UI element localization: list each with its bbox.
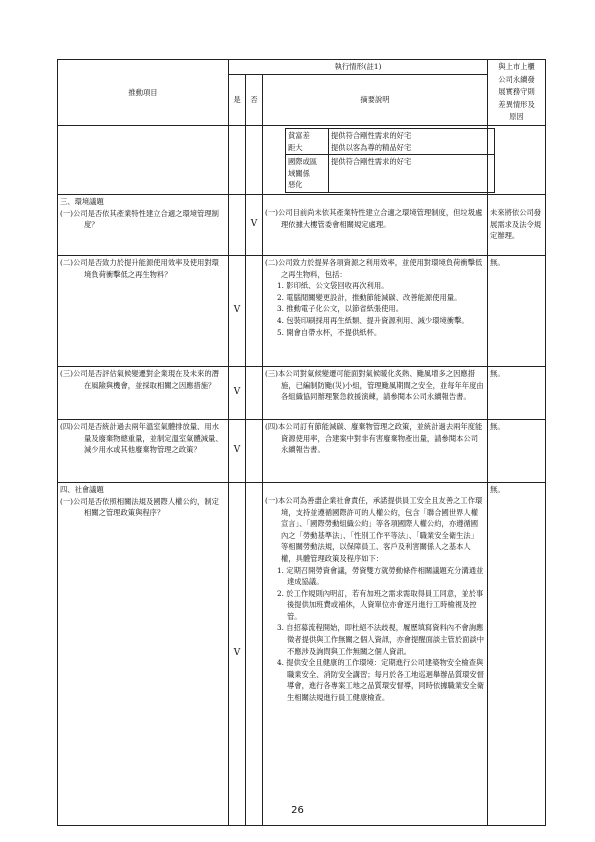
yes-mark: V (229, 366, 246, 419)
item-cell (58, 366, 229, 419)
item-text: (一)公司是否依照相關法規及國際人權公約，制定相關之管理政策與程序？ (60, 496, 219, 518)
list-item: 3. 推動電子化公文，以節省紙張使用。 (277, 304, 404, 314)
measure-list (265, 280, 485, 338)
diff-column-header: 與上市上櫃 公司永續發 展實務守則 差異情形及 原因 (488, 60, 546, 126)
list-item: 2. 電腦閒關變更設計，推動節能減碳、改善能源使用量。 (277, 292, 462, 302)
section-title: 三、環境議題 (60, 196, 104, 206)
list-item: 5. 開會自帶水杯，不提供紙杯。 (277, 327, 382, 337)
inner-desc: 提供符合剛性需求的好宅 (329, 155, 495, 193)
desc-cell: (二)公司致力於提昇各項資源之利用效率，並使用對環境負荷衝擊低之再生物料，包括： 1. 影印紙、公文袋回收再次利用。 2. 電腦閒關變更設計，推動節能減碳、改善能源使用量。 3. 推動電子化公文，以節省紙張使用。 4. 包裝印刷採用再生紙類、提升資源利用、減少環境衝擊。 5. 開會自帶水杯，不提供紙杯。 (263, 255, 488, 366)
list-item: 2. 於工作規則內明訂，若有加班之需求需取得員工同意，並於事後提供加班費或補休，人資單位亦會逐月進行工時檢視及控管。 (277, 588, 484, 621)
desc-cell: (三)本公司對氣候變遷可能面對氣候暖化炙熱、颱風增多之因應措施，已編制防颱(災)小組，管理颱風期間之安全，並每年年度由各組織協同辦理緊急救援演練，請參閱本公司永續報告書。 (263, 366, 488, 419)
continuation-desc (263, 125, 488, 194)
inner-label: 貧富差 距大 (286, 128, 329, 154)
yes-mark: V (229, 419, 246, 482)
inner-label: 國際或區 域關係 惡化 (286, 155, 329, 193)
item-cell (58, 482, 229, 825)
sustainability-table (57, 59, 546, 826)
list-item: 4. 包裝印刷採用再生紙類、提升資源利用、減少環境衝擊。 (277, 315, 469, 325)
item-cell (58, 194, 229, 255)
yes-header: 是 (229, 74, 246, 125)
diff-cell: 無。 (488, 419, 546, 482)
item-text: (四)公司是否統計過去兩年溫室氣體排放量、用水量及廢棄物總重量，並制定溫室氣體減量、減少用水或其他廢棄物管理之政策？ (60, 421, 223, 455)
no-header: 否 (246, 74, 263, 125)
item-text: (一)公司是否依其產業特性建立合適之環境管理制度？ (60, 208, 219, 230)
diff-cell: 未來將依公司發展需求及法令規定辦理。 (488, 194, 546, 255)
item-column-header: 推動項目 (58, 60, 229, 126)
diff-cell: 無。 (488, 255, 546, 366)
desc-cell: (一)本公司為善盡企業社會責任，承諾提供員工安全且友善之工作環境，支持並遵循國際許可的人權公約，包含「聯合國世界人權宣言」、「國際勞動組織公約」等各項國際人權公約，亦遵循國內之「勞動基準法」、「性別工作平等法」、「職業安全衛生法」等相關勞動法規，以保障員工、客戶及利害關係人之基本人權，具體管理政策及程序如下： 1. 定期召開勞資會議，勞資雙方就勞動條件相關議題充分溝通並達成協議。 2. 於工作規則內明訂，若有加班之需求需取得員工同意，並於事後提供加班費或補休，人資單位亦會逐月進行工時檢視及控管。 3. 自招募流程開始，即杜絕不法歧視，履歷填寫資料內不會詢應徵者提供與工作無關之個人資訊，亦會提醒面談主管於面談中不應涉及詢問與工作無關之個人資訊。 4. 提供安全且健康的工作環境：定期進行公司建築物安全檢查與職業安全、消防安全講習；每月於各工地巡迴舉辦品質環安督導會，進行各專案工地之品質環安督導，同時依據職業安全衛生相關法規進行員工健康檢查。 (263, 482, 488, 825)
inner-desc: 提供符合剛性需求的好宅 提供以客為尊的精品好宅 (329, 128, 495, 154)
inner-row (286, 155, 495, 193)
env-row-1 (58, 194, 546, 255)
diff-cell: 無。 (488, 482, 546, 825)
social-row-1 (58, 482, 546, 825)
page-number: 26 (291, 805, 304, 816)
policy-list (265, 565, 485, 704)
item-text: (二)公司是否致力於提升能源使用效率及使用對環境負荷衝擊低之再生物料？ (60, 257, 219, 279)
env-row-2 (58, 255, 546, 366)
section-title: 四、社會議題 (60, 484, 104, 494)
summary-header: 摘要說明 (263, 74, 488, 125)
list-item: 1. 定期召開勞資會議，勞資雙方就勞動條件相關議題充分溝通並達成協議。 (277, 565, 484, 587)
continuation-row (58, 125, 546, 194)
desc-cell: (一)公司目前尚未依其產業特性建立合適之環境管理制度，但垃圾處理依據大樓管委會相關規定處理。 (263, 194, 488, 255)
exec-status-header: 執行情形(註1) (229, 60, 488, 75)
header-row-1 (58, 60, 546, 75)
yes-mark: V (229, 255, 246, 366)
no-mark: V (246, 194, 263, 255)
risk-inner-table (285, 128, 495, 193)
env-row-3 (58, 366, 546, 419)
inner-row (286, 128, 495, 154)
list-item: 1. 影印紙、公文袋回收再次利用。 (277, 281, 389, 291)
item-cell (58, 419, 229, 482)
list-item: 4. 提供安全且健康的工作環境：定期進行公司建築物安全檢查與職業安全、消防安全講習；每月於各工地巡迴舉辦品質環安督導會，進行各專案工地之品質環安督導，同時依據職業安全衛生相關法規進行員工健康檢查。 (277, 658, 485, 703)
diff-cell: 無。 (488, 366, 546, 419)
item-cell (58, 255, 229, 366)
list-item: 3. 自招募流程開始，即杜絕不法歧視，履歷填寫資料內不會詢應徵者提供與工作無關之個人資訊，亦會提醒面談主管於面談中不應涉及詢問與工作無關之個人資訊。 (277, 623, 485, 656)
desc-cell: (四)本公司訂有節能減碳、廢棄物管理之政策，並統計過去兩年度能資源使用率，合建案中對非有害廢棄物產出量，請參閱本公司永續報告書。 (263, 419, 488, 482)
env-row-4 (58, 419, 546, 482)
item-text: (三)公司是否評估氣候變遷對企業現在及未來的潛在風險與機會，並採取相關之因應措施？ (60, 368, 219, 390)
yes-mark: V (229, 482, 246, 825)
